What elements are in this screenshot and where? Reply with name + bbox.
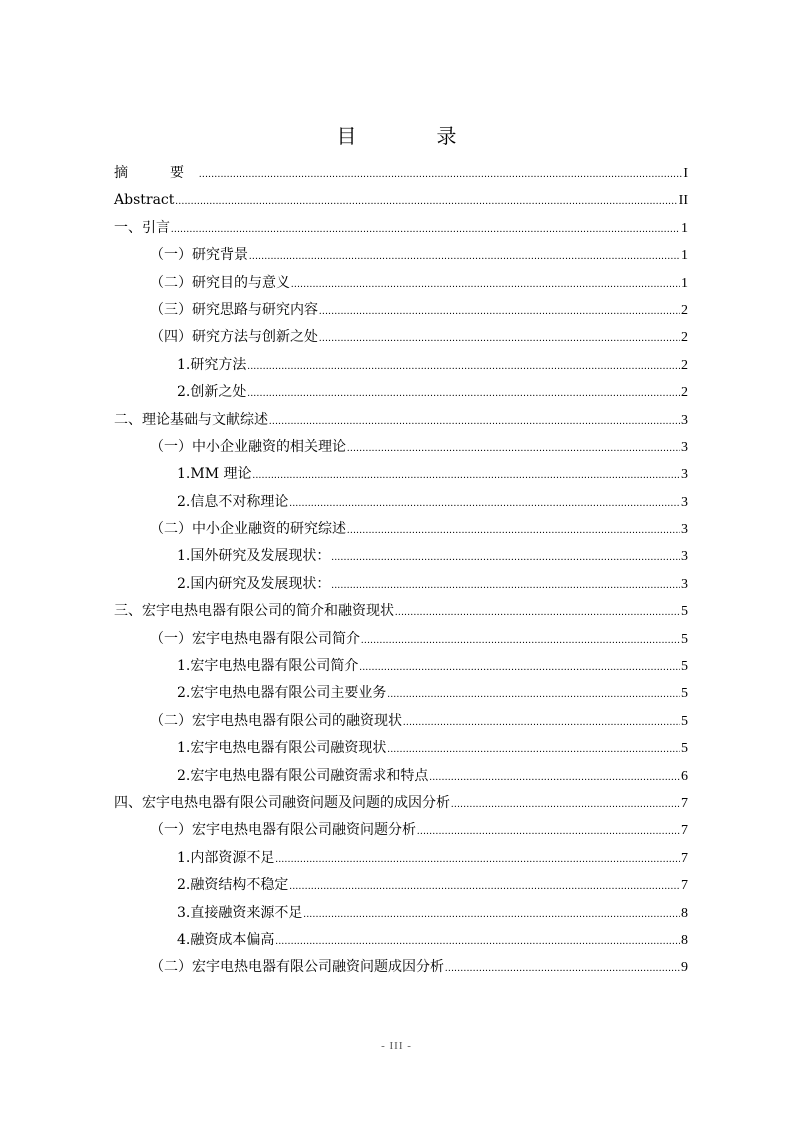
toc-entry-page-number: I [683, 166, 688, 181]
toc-entry-label: 2.宏宇电热电器有限公司主要业务 [177, 685, 387, 702]
toc-entry-label: 4.融资成本偏高 [177, 931, 275, 948]
toc-entry-page-number: 7 [681, 878, 688, 894]
toc-entry[interactable] [114, 324, 688, 351]
toc-entry-page-number: 5 [681, 631, 688, 647]
toc-entry-label: （一）中小企业融资的相关理论 [150, 438, 346, 455]
toc-entry[interactable] [114, 379, 688, 406]
toc-dot-leader [275, 928, 680, 955]
toc-entry[interactable] [114, 352, 688, 379]
toc-dot-leader [403, 709, 680, 736]
toc-entry-page-number: 5 [681, 686, 688, 702]
toc-entry-page-number: 6 [681, 768, 688, 784]
toc-dot-leader [289, 873, 680, 900]
toc-dot-leader [387, 681, 680, 708]
toc-dot-leader [359, 654, 680, 681]
table-of-contents [114, 160, 688, 982]
toc-dot-leader [347, 517, 680, 544]
toc-entry-page-number: 2 [681, 330, 688, 346]
toc-entry-label: 3.直接融资来源不足 [177, 904, 303, 921]
toc-dot-leader [247, 353, 680, 380]
toc-entry-label: 2.宏宇电热电器有限公司融资需求和特点 [177, 767, 429, 784]
toc-entry-label: （二）宏宇电热电器有限公司融资问题成因分析 [150, 959, 444, 976]
toc-dot-leader [347, 435, 680, 462]
toc-dot-leader [387, 736, 680, 763]
toc-entry-page-number: 3 [681, 412, 688, 428]
toc-entry-page-number: 2 [681, 357, 688, 373]
toc-entry-page-number: 3 [681, 467, 688, 483]
toc-dot-leader [303, 901, 680, 928]
toc-entry-label: 四、宏宇电热电器有限公司融资问题及问题的成因分析 [114, 794, 450, 811]
toc-entry[interactable] [114, 461, 688, 488]
toc-entry-label: （二）中小企业融资的研究综述 [150, 521, 346, 538]
toc-dot-leader [395, 599, 680, 626]
toc-entry-label: 2.国内研究及发展现状： [177, 575, 331, 592]
toc-entry[interactable] [114, 543, 688, 570]
toc-dot-leader [291, 271, 680, 298]
toc-dot-leader [451, 791, 680, 818]
toc-entry[interactable] [114, 242, 688, 269]
toc-entry-page-number: II [678, 193, 688, 209]
toc-entry-page-number: 1 [681, 248, 688, 264]
toc-entry-label: 1.宏宇电热电器有限公司简介 [177, 658, 359, 675]
toc-dot-leader [445, 955, 680, 982]
toc-entry[interactable] [114, 790, 688, 817]
toc-dot-leader [269, 408, 680, 435]
toc-entry-label: （二）研究目的与意义 [150, 274, 290, 291]
toc-entry-label: 二、理论基础与文献综述 [114, 411, 268, 428]
toc-dot-leader [171, 216, 680, 243]
toc-entry-page-number: 3 [681, 522, 688, 538]
toc-entry[interactable] [114, 763, 688, 790]
toc-entry-label: （四）研究方法与创新之处 [150, 329, 318, 346]
toc-entry[interactable] [114, 735, 688, 762]
toc-dot-leader [319, 298, 680, 325]
toc-entry[interactable] [114, 297, 688, 324]
toc-entry[interactable] [114, 708, 688, 735]
toc-dot-leader [247, 380, 680, 407]
toc-entry-label: 1.宏宇电热电器有限公司融资现状 [177, 740, 387, 757]
toc-entry-label: 1.内部资源不足 [177, 849, 275, 866]
toc-dot-leader [331, 544, 680, 571]
toc-entry[interactable] [114, 270, 688, 297]
toc-dot-leader [175, 188, 677, 215]
toc-dot-leader [319, 325, 680, 352]
toc-entry-page-number: 5 [681, 741, 688, 757]
toc-entry-page-number: 9 [681, 960, 688, 976]
toc-entry[interactable] [114, 598, 688, 625]
toc-entry-page-number: 5 [681, 659, 688, 675]
toc-entry-label: 一、引言 [114, 219, 170, 236]
toc-entry-page-number: 1 [681, 220, 688, 236]
toc-entry[interactable] [114, 680, 688, 707]
toc-dot-leader [275, 846, 680, 873]
toc-entry[interactable] [114, 845, 688, 872]
toc-dot-leader [289, 490, 680, 517]
toc-entry[interactable] [114, 187, 688, 214]
toc-entry-page-number: 2 [681, 302, 688, 318]
toc-entry[interactable] [114, 626, 688, 653]
toc-entry-page-number: 5 [681, 604, 688, 620]
toc-entry[interactable] [114, 434, 688, 461]
toc-entry-page-number: 3 [681, 439, 688, 455]
toc-entry-page-number: 8 [681, 905, 688, 921]
toc-entry-label: 2.信息不对称理论 [177, 493, 289, 510]
toc-entry[interactable] [114, 489, 688, 516]
toc-entry[interactable] [114, 927, 688, 954]
toc-entry-page-number: 3 [681, 494, 688, 510]
toc-entry-page-number: 5 [681, 713, 688, 729]
toc-entry-label: 摘 要 [114, 165, 198, 181]
toc-entry-page-number: 1 [681, 275, 688, 291]
toc-entry-label: （一）宏宇电热电器有限公司融资问题分析 [150, 822, 416, 839]
toc-entry[interactable] [114, 954, 688, 981]
toc-entry-page-number: 7 [681, 850, 688, 866]
toc-entry-page-number: 7 [681, 795, 688, 811]
toc-entry-label: 1.MM 理论 [177, 466, 252, 483]
toc-entry[interactable] [114, 516, 688, 543]
toc-entry-page-number: 3 [681, 576, 688, 592]
toc-entry-label: （一）研究背景 [150, 247, 248, 264]
toc-dot-leader [417, 818, 680, 845]
toc-dot-leader [429, 764, 680, 791]
toc-entry-label: 2.融资结构不稳定 [177, 877, 289, 894]
toc-entry-label: （二）宏宇电热电器有限公司的融资现状 [150, 712, 402, 729]
toc-entry-label: 2.创新之处 [177, 384, 247, 401]
toc-entry-page-number: 7 [681, 823, 688, 839]
toc-entry[interactable] [114, 900, 688, 927]
toc-entry-label: （三）研究思路与研究内容 [150, 301, 318, 318]
toc-entry-label: 1.研究方法 [177, 356, 247, 373]
toc-dot-leader [199, 161, 682, 188]
toc-dot-leader [331, 572, 680, 599]
toc-entry-label: Abstract [114, 192, 175, 209]
toc-entry-label: 1.国外研究及发展现状： [177, 548, 331, 565]
toc-entry[interactable] [114, 653, 688, 680]
toc-entry[interactable] [114, 407, 688, 434]
toc-entry-page-number: 2 [681, 385, 688, 401]
toc-entry-page-number: 3 [681, 549, 688, 565]
toc-dot-leader [252, 462, 680, 489]
toc-dot-leader [361, 627, 680, 654]
toc-dot-leader [249, 243, 680, 270]
toc-entry-page-number: 8 [681, 932, 688, 948]
toc-entry-label: 三、宏宇电热电器有限公司的简介和融资现状 [114, 603, 394, 620]
page-number-footer: - III - [381, 1040, 412, 1052]
toc-entry[interactable] [114, 571, 688, 598]
toc-entry[interactable] [114, 817, 688, 844]
toc-title: 目 录 [336, 124, 487, 148]
toc-entry[interactable] [114, 215, 688, 242]
toc-entry[interactable] [114, 872, 688, 899]
toc-entry[interactable] [114, 160, 688, 187]
toc-entry-label: （一）宏宇电热电器有限公司简介 [150, 630, 360, 647]
